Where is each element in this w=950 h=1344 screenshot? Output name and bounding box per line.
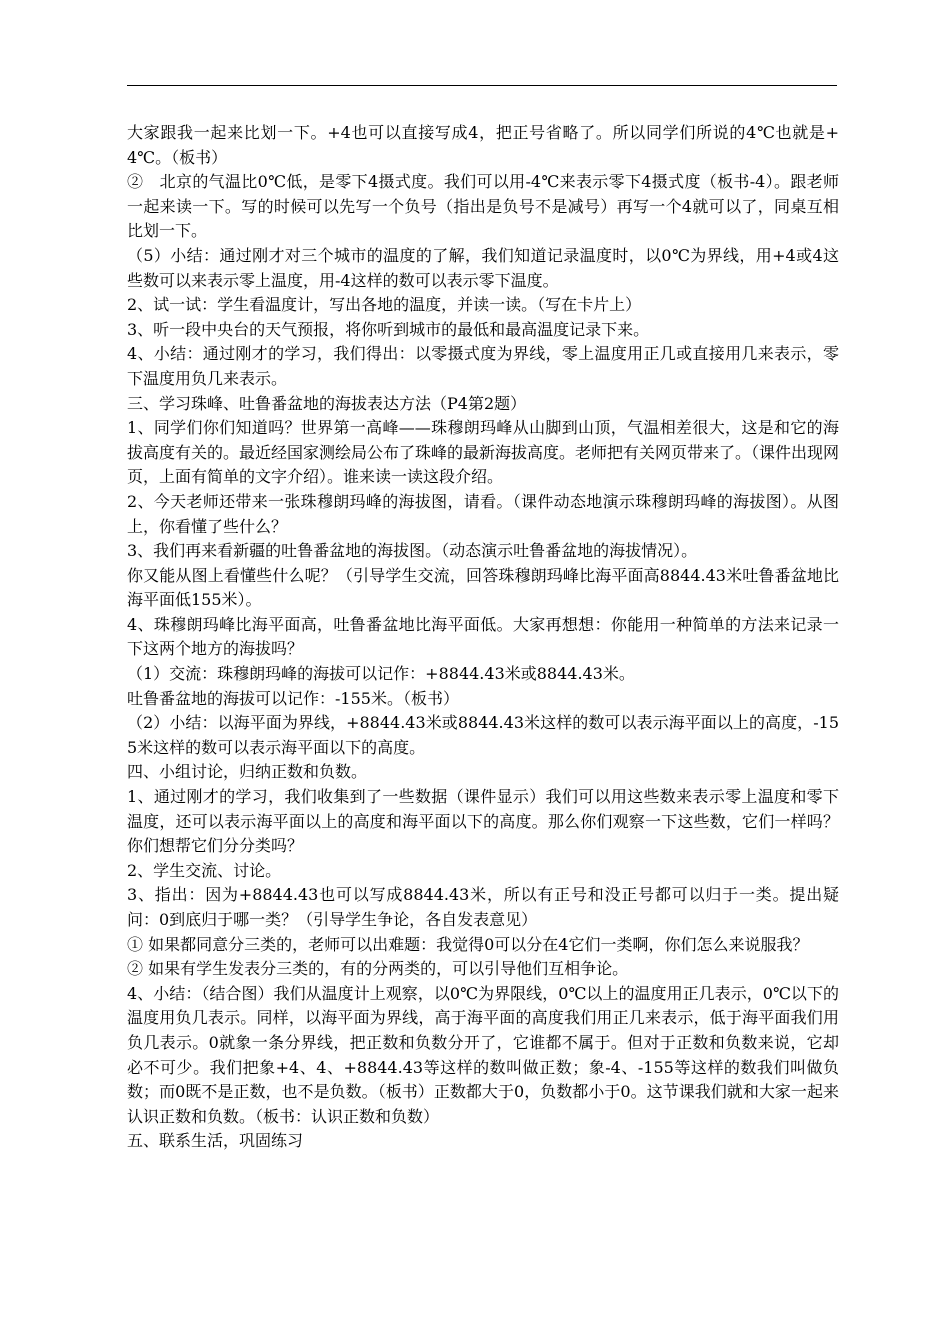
paragraph: 3、指出：因为+8844.43也可以写成8844.43米，所以有正号和没正号都可以归于一类。提出疑问：0到底归于哪一类？（引导学生争论，各自发表意见） [127,885,839,929]
paragraph: （2）小结：以海平面为界线，+8844.43米或8844.43米这样的数可以表示海平面以上的高度，-155米这样的数可以表示海平面以下的高度。 [127,713,839,757]
paragraph: 2、今天老师还带来一张珠穆朗玛峰的海拔图，请看。（课件动态地演示珠穆朗玛峰的海拔图）。从图上，你看懂了些什么？ [127,491,839,536]
paragraph: ② 如果有学生发表分三类的，有的分两类的，可以引导他们互相争论。 [127,959,629,979]
section-heading: 三、学习珠峰、吐鲁番盆地的海拔表达方法（P4第2题） [127,393,527,413]
paragraph: ② 北京的气温比0℃低，是零下4摄式度。我们可以用-4℃来表示零下4摄式度（板书-4）。跟老师一起来读一下。写的时候可以先写一个负号（指出是负号不是减号）再写一个4就可以了，同桌互相比划一下。 [127,172,839,241]
paragraph: 2、试一试：学生看温度计，写出各地的温度，并读一读。（写在卡片上） [127,295,642,315]
paragraph: 4、小结：通过刚才的学习，我们得出：以零摄式度为界线，零上温度用正几或直接用几来表示，零下温度用负几来表示。 [127,344,839,388]
paragraph: （5）小结：通过刚才对三个城市的温度的了解，我们知道记录温度时，以0℃为界线，用+4或4这些数可以来表示零上温度，用-4这样的数可以表示零下温度。 [127,245,839,290]
paragraph: 吐鲁番盆地的海拔可以记作：-155米。（板书） [127,688,459,708]
paragraph: 你又能从图上看懂些什么呢？（引导学生交流，回答珠穆朗玛峰比海平面高8844.43米吐鲁番盆地比海平面低155米）。 [127,565,839,610]
header-rule [127,85,837,86]
paragraph: 4、小结：（结合图）我们从温度计上观察，以0℃为界限线，0℃以上的温度用正几表示，0℃以下的温度用负几表示。同样，以海平面为界线，高于海平面的高度我们用正几来表示，低于海平面我们用负几表示。0就象一条分界线，把正数和负数分开了，它谁都不属于。但对于正数和负数来说，它却必不可少。我们把象+4、4、+8844.43等这样的数叫做正数；象-4、-155等这样的数我们叫做负数；而0既不是正数，也不是负数。（板书）正数都大于0，负数都小于0。这节课我们就和大家一起来认识正数和负数。（板书：认识正数和负数） [127,983,839,1126]
paragraph: 1、通过刚才的学习，我们收集到了一些数据（课件显示）我们可以用这些数来表示零上温度和零下温度，还可以表示海平面以上的高度和海平面以下的高度。那么你们观察一下这些数，它们一样吗？你们想帮它们分分类吗？ [127,787,839,856]
paragraph: ① 如果都同意分三类的，老师可以出难题：我觉得0可以分在4它们一类啊，你们怎么来说服我？ [127,934,809,954]
paragraph: 大家跟我一起来比划一下。+4也可以直接写成4，把正号省略了。所以同学们所说的4℃也就是+4℃。（板书） [127,123,839,167]
section-heading: 四、小组讨论，归纳正数和负数。 [127,762,368,782]
document-body [127,121,839,1154]
section-heading: 五、联系生活，巩固练习 [127,1131,304,1151]
paragraph: （1）交流：珠穆朗玛峰的海拔可以记作：+8844.43米或8844.43米。 [127,664,635,684]
paragraph: 3、听一段中央台的天气预报，将你听到城市的最低和最高温度记录下来。 [127,319,650,339]
paragraph: 2、学生交流、讨论。 [127,860,282,880]
paragraph: 3、我们再来看新疆的吐鲁番盆地的海拔图。（动态演示吐鲁番盆地的海拔情况）。 [127,541,698,561]
paragraph: 4、珠穆朗玛峰比海平面高，吐鲁番盆地比海平面低。大家再想想：你能用一种简单的方法来记录一下这两个地方的海拔吗？ [127,614,839,659]
paragraph: 1、同学们你们知道吗？世界第一高峰——珠穆朗玛峰从山脚到山顶，气温相差很大，这是和它的海拔高度有关的。最近经国家测绘局公布了珠峰的最新海拔高度。老师把有关网页带来了。（课件出现网页，上面有简单的文字介绍）。谁来读一读这段介绍。 [127,418,840,487]
